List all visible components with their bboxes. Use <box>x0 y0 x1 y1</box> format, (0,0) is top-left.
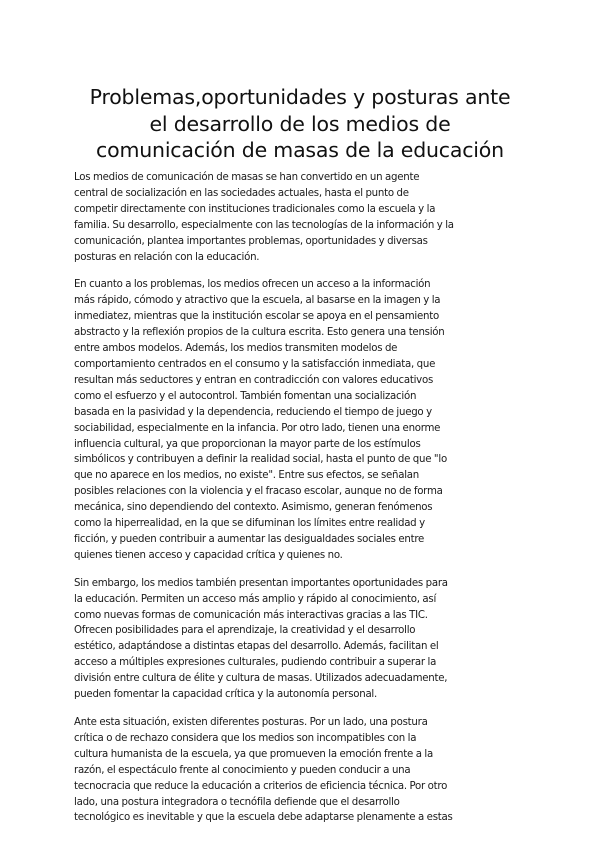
paragraph-line: acceso a múltiples expresiones culturales, pudiendo contribuir a superar la <box>74 657 437 669</box>
document-body <box>74 170 534 838</box>
paragraph-line: influencia cultural, ya que proporcionan la mayor parte de los estímulos <box>74 438 421 450</box>
paragraph-line: la educación. Permiten un acceso más amplio y rápido al conocimiento, así <box>74 593 437 605</box>
paragraph-line: competir directamente con instituciones tradicionales como la escuela y la <box>74 203 436 215</box>
paragraph-line: Sin embargo, los medios también presentan importantes oportunidades para <box>74 577 448 589</box>
paragraph-line: simbólicos y contribuyen a definir la realidad social, hasta el punto de que "lo <box>74 454 447 466</box>
paragraph-line: entre ambos modelos. Además, los medios transmiten modelos de <box>74 343 398 355</box>
paragraph-line: basada en la pasividad y la dependencia, reduciendo el tiempo de juego y <box>74 406 432 418</box>
paragraph <box>74 170 534 265</box>
paragraph-line: Los medios de comunicación de masas se han convertido en un agente <box>74 172 420 183</box>
paragraph-line: que no aparece en los medios, no existe". Entre sus efectos, se señalan <box>74 470 420 482</box>
paragraph-line: comunicación, plantea importantes problemas, oportunidades y diversas <box>74 235 428 247</box>
paragraph-line: Ofrecen posibilidades para el aprendizaje, la creatividad y el desarrollo <box>74 625 416 637</box>
paragraph-line: tecnológico es inevitable y que la escuela debe adaptarse plenamente a estas <box>74 812 453 824</box>
paragraph <box>74 277 534 563</box>
paragraph-line: razón, el espectáculo frente al conocimiento y pueden conducir a una <box>74 764 411 776</box>
paragraph-line: ficción, y pueden contribuir a aumentar las desigualdades sociales entre <box>74 533 425 545</box>
paragraph-line: inmediatez, mientras que la institución escolar se apoya en el pensamiento <box>74 311 439 323</box>
paragraph-line: crítica o de rechazo considera que los medios son incompatibles con la <box>74 732 417 744</box>
paragraph-line: división entre cultura de élite y cultura de masas. Utilizados adecuadamente, <box>74 673 448 685</box>
paragraph-line: quienes tienen acceso y capacidad crítica y quienes no. <box>74 549 343 561</box>
paragraph-line: En cuanto a los problemas, los medios ofrecen un acceso a la información <box>74 279 431 291</box>
paragraph-line: mecánica, sino dependiendo del contexto. Asimismo, generan fenómenos <box>74 502 433 514</box>
paragraph-line: comportamiento centrados en el consumo y la satisfacción inmediata, que <box>74 358 436 370</box>
paragraph-line: más rápido, cómodo y atractivo que la escuela, al basarse en la imagen y la <box>74 295 441 307</box>
paragraph <box>74 715 534 826</box>
paragraph-line: abstracto y la reflexión propios de la cultura escrita. Esto genera una tensión <box>74 327 445 339</box>
paragraph-line: posturas en relación con la educación. <box>74 251 260 263</box>
paragraph-line: familia. Su desarrollo, especialmente con las tecnologías de la información y la <box>74 219 454 231</box>
paragraph <box>74 576 534 703</box>
paragraph-line: como nuevas formas de comunicación más interactivas gracias a las TIC. <box>74 609 428 621</box>
paragraph-line: pueden fomentar la capacidad crítica y la autonomía personal. <box>74 689 378 701</box>
paragraph-line: tecnocracia que reduce la educación a criterios de eficiencia técnica. Por otro <box>74 780 448 792</box>
paragraph-line: como la hiperrealidad, en la que se difuminan los límites entre realidad y <box>74 518 425 530</box>
title-line: el desarrollo de los medios de <box>149 111 451 136</box>
paragraph-line: Ante esta situación, existen diferentes posturas. Por un lado, una postura <box>74 717 428 728</box>
paragraph-line: posibles relaciones con la violencia y el fracaso escolar, aunque no de forma <box>74 486 443 498</box>
paragraph-line: resultan más seductores y entran en contradicción con valores educativos <box>74 374 433 386</box>
paragraph-line: sociabilidad, especialmente en la infancia. Por otro lado, tienen una enorme <box>74 422 441 434</box>
title-line: comunicación de masas de la educación <box>96 138 504 162</box>
document-title <box>40 84 560 164</box>
paragraph-line: estético, adaptándose a distintas etapas del desarrollo. Además, facilitan el <box>74 641 439 653</box>
paragraph-line: como el esfuerzo y el autocontrol. También fomentan una socialización <box>74 390 417 402</box>
paragraph-line: central de socialización en las sociedades actuales, hasta el punto de <box>74 187 409 199</box>
paragraph-line: cultura humanista de la escuela, ya que promueven la emoción frente a la <box>74 748 433 760</box>
paragraph-line: lado, una postura integradora o tecnófila defiende que el desarrollo <box>74 796 400 808</box>
title-line: Problemas,oportunidades y posturas ante <box>89 85 511 109</box>
